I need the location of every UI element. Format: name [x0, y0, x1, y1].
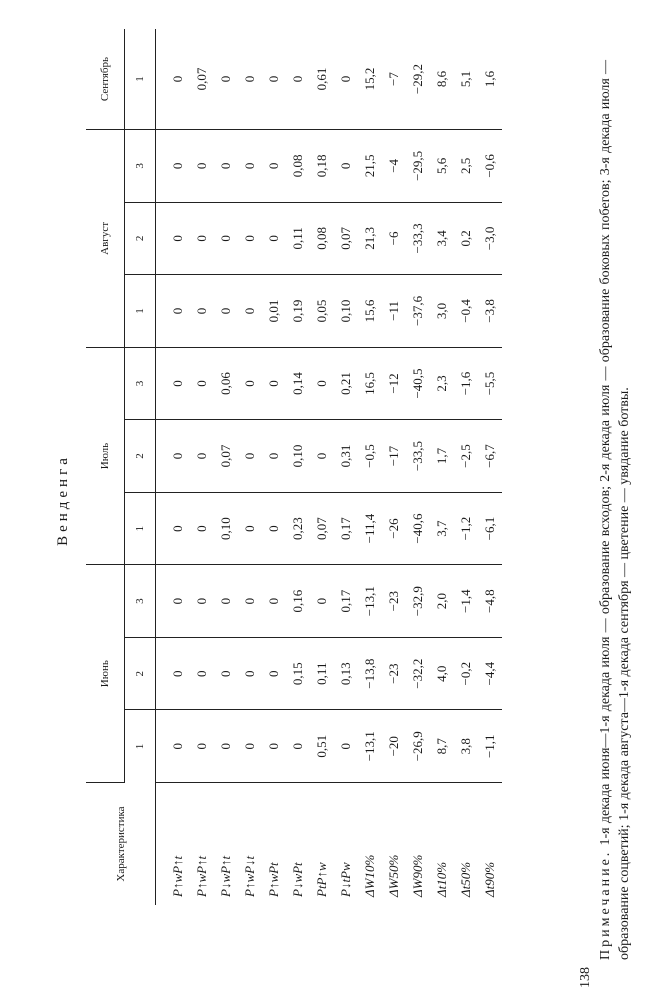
table-cell: 0,17: [334, 565, 358, 638]
characteristic-header: Характеристика: [86, 783, 156, 906]
table-cell: 21,3: [358, 202, 382, 275]
table-cell: 0: [156, 710, 191, 783]
table-row: [214, 29, 238, 905]
table-row: [478, 29, 502, 905]
table-cell: −29,2: [406, 29, 430, 130]
table-row: [286, 29, 310, 905]
row-label: P↑wP↓t: [242, 855, 257, 897]
table-cell: 0: [262, 130, 286, 203]
table-cell: 0,11: [310, 637, 334, 710]
table-cell: −5,5: [478, 347, 502, 420]
table-cell: 0,10: [214, 492, 238, 565]
table-cell: −40,6: [406, 492, 430, 565]
month-header: Июль: [86, 347, 125, 565]
table-cell: 0,61: [310, 29, 334, 130]
table-cell: −1,1: [478, 710, 502, 783]
month-header: Август: [86, 130, 125, 348]
table-row: [358, 29, 382, 905]
table-cell: 0: [286, 710, 310, 783]
table-cell: −0,6: [478, 130, 502, 203]
footnote-text: 1-я декада июня—1-я декада июля — образование всходов; 2-я декада июля — образование боковых побегов; 3-я декада июля — образование соцветий; 1-я декада августа—1-я декада сентября — цветение — увядание ботвы.: [598, 59, 632, 960]
table-cell: 0: [262, 347, 286, 420]
table-row: [262, 29, 286, 905]
table-cell: −11: [382, 275, 406, 348]
table-cell: −20: [382, 710, 406, 783]
table-row: [156, 29, 191, 905]
row-label: P↓tPw: [338, 862, 353, 897]
row-label: ΔW50%: [386, 854, 401, 897]
table-cell: 2,5: [454, 130, 478, 203]
table-cell: 0: [262, 492, 286, 565]
table-cell: −3,0: [478, 202, 502, 275]
table-cell: 15,6: [358, 275, 382, 348]
table-cell: 0,51: [310, 710, 334, 783]
table-cell: 0: [238, 710, 262, 783]
table-cell: −13,8: [358, 637, 382, 710]
table-cell: −0,5: [358, 420, 382, 493]
table-cell: 0: [190, 710, 214, 783]
table-cell: 0: [238, 275, 262, 348]
table-cell: 0: [262, 565, 286, 638]
table-cell: 0,15: [286, 637, 310, 710]
decade-header: 1: [125, 29, 156, 130]
table-cell: 0: [238, 565, 262, 638]
table-cell: 21,5: [358, 130, 382, 203]
table-cell: −23: [382, 565, 406, 638]
table-cell: 0,06: [214, 347, 238, 420]
table-cell: 0,23: [286, 492, 310, 565]
row-label: P↑wP↑t: [194, 855, 209, 897]
table-cell: 0: [262, 29, 286, 130]
table-cell: −17: [382, 420, 406, 493]
table-cell: −32,2: [406, 637, 430, 710]
table-cell: 4,0: [430, 637, 454, 710]
table-cell: 0,18: [310, 130, 334, 203]
table-cell: 0,11: [286, 202, 310, 275]
decade-header: 3: [125, 130, 156, 203]
table-cell: 5,1: [454, 29, 478, 130]
table-cell: 0,10: [286, 420, 310, 493]
table-cell: 0: [310, 347, 334, 420]
table-row: [430, 29, 454, 905]
table-cell: −6: [382, 202, 406, 275]
table-cell: 0: [190, 130, 214, 203]
table-row: [190, 29, 214, 905]
table-cell: 0: [334, 29, 358, 130]
table-cell: 0,13: [334, 637, 358, 710]
decade-header: 2: [125, 202, 156, 275]
decade-header: 1: [125, 275, 156, 348]
table-cell: −4,4: [478, 637, 502, 710]
decade-header: 1: [125, 492, 156, 565]
decade-header: 3: [125, 347, 156, 420]
decade-header: 1: [134, 743, 146, 750]
table-cell: −13,1: [358, 710, 382, 783]
table-cell: −29,5: [406, 130, 430, 203]
table-row: [310, 29, 334, 905]
row-label: ΔW10%: [362, 854, 377, 897]
table-cell: 16,5: [358, 347, 382, 420]
row-label: Δt10%: [434, 861, 449, 897]
table-cell: 0: [286, 29, 310, 130]
footnote: [596, 60, 634, 960]
month-header: Сентябрь: [86, 29, 125, 130]
table-cell: 0: [214, 565, 238, 638]
table-cell: 0: [310, 420, 334, 493]
table-cell: −0,2: [454, 637, 478, 710]
table-cell: 0,01: [262, 275, 286, 348]
table-cell: 0: [214, 202, 238, 275]
table-cell: 0: [238, 347, 262, 420]
table-cell: 0: [214, 710, 238, 783]
table-cell: 3,0: [430, 275, 454, 348]
table-cell: −1,4: [454, 565, 478, 638]
row-label: Δt90%: [482, 861, 497, 897]
page-number: 138: [578, 967, 593, 988]
table-cell: 0: [156, 275, 191, 348]
footnote-lead: Примечание.: [598, 849, 613, 960]
table-cell: 0,07: [190, 29, 214, 130]
month-header: Июнь: [86, 565, 125, 783]
table-cell: 0: [238, 420, 262, 493]
table-cell: 0: [238, 29, 262, 130]
table-cell: 2,0: [430, 565, 454, 638]
table-cell: 0: [156, 420, 191, 493]
table-cell: 0,05: [310, 275, 334, 348]
row-label: Δt50%: [458, 861, 473, 897]
table-cell: −6,1: [478, 492, 502, 565]
table-cell: 0,08: [286, 130, 310, 203]
table-cell: 0: [156, 492, 191, 565]
table-cell: −11,4: [358, 492, 382, 565]
decade-header: 2: [125, 637, 156, 710]
table-cell: 0,31: [334, 420, 358, 493]
table-cell: 0,10: [334, 275, 358, 348]
table-cell: −37,6: [406, 275, 430, 348]
table-cell: −32,9: [406, 565, 430, 638]
table-cell: 15,2: [358, 29, 382, 130]
table-cell: 0: [214, 637, 238, 710]
row-label: ΔW90%: [410, 854, 425, 897]
table-cell: 5,6: [430, 130, 454, 203]
table-cell: 0: [262, 420, 286, 493]
table-row: [454, 29, 478, 905]
table-cell: −6,7: [478, 420, 502, 493]
table-cell: 0: [156, 565, 191, 638]
table-cell: 0: [156, 29, 191, 130]
month-header-row: [86, 29, 125, 905]
table-cell: 0: [156, 202, 191, 275]
table-cell: 3,7: [430, 492, 454, 565]
table-cell: 8,6: [430, 29, 454, 130]
table-cell: 0,14: [286, 347, 310, 420]
table-row: [406, 29, 430, 905]
table-cell: −33,3: [406, 202, 430, 275]
table-cell: 0: [334, 130, 358, 203]
table-cell: −26: [382, 492, 406, 565]
table-cell: −4: [382, 130, 406, 203]
table-cell: 2,3: [430, 347, 454, 420]
decade-header: 3: [125, 565, 156, 638]
table-cell: −33,5: [406, 420, 430, 493]
table-cell: 0,16: [286, 565, 310, 638]
table-cell: 0,08: [310, 202, 334, 275]
table-cell: 0,07: [310, 492, 334, 565]
table-cell: −13,1: [358, 565, 382, 638]
data-table: [86, 29, 502, 905]
table-cell: 0: [190, 275, 214, 348]
row-label: P↑wP↑t: [170, 855, 185, 897]
table-cell: 0,07: [214, 420, 238, 493]
table-row: [238, 29, 262, 905]
table-cell: 0: [262, 202, 286, 275]
table-cell: 0: [262, 637, 286, 710]
table-cell: 0: [190, 347, 214, 420]
row-label: P↓wPt: [290, 862, 305, 897]
table-cell: −2,5: [454, 420, 478, 493]
table-cell: 0,19: [286, 275, 310, 348]
table-body: [156, 29, 503, 905]
table-cell: 0: [238, 202, 262, 275]
row-label: P↑wPt: [266, 862, 281, 897]
table-cell: 0,07: [334, 202, 358, 275]
table-cell: 0: [310, 565, 334, 638]
table-cell: 0: [238, 130, 262, 203]
table-cell: 0: [190, 492, 214, 565]
table-cell: 0: [334, 710, 358, 783]
table-cell: 0: [190, 420, 214, 493]
table-cell: 0: [190, 565, 214, 638]
table-cell: 0: [214, 29, 238, 130]
table-cell: −0,4: [454, 275, 478, 348]
table-cell: −3,8: [478, 275, 502, 348]
table-cell: −26,9: [406, 710, 430, 783]
table-cell: 0: [156, 347, 191, 420]
table-cell: 1,7: [430, 420, 454, 493]
table-cell: −7: [382, 29, 406, 130]
table-row: [382, 29, 406, 905]
table-cell: 0: [156, 130, 191, 203]
table-row: [334, 29, 358, 905]
table-cell: 0: [238, 637, 262, 710]
decade-header: 2: [125, 420, 156, 493]
table-cell: 0: [238, 492, 262, 565]
table-cell: −23: [382, 637, 406, 710]
table-cell: 3,8: [454, 710, 478, 783]
row-label: P↓wP↑t: [218, 855, 233, 897]
decade-header-row: [125, 29, 156, 905]
table-cell: −1,6: [454, 347, 478, 420]
table-cell: 0: [190, 202, 214, 275]
table-cell: −1,2: [454, 492, 478, 565]
table-cell: 0: [156, 637, 191, 710]
table-cell: 0,17: [334, 492, 358, 565]
table-cell: 8,7: [430, 710, 454, 783]
table-cell: 0: [214, 275, 238, 348]
table-cell: 3,4: [430, 202, 454, 275]
table-cell: −4,8: [478, 565, 502, 638]
table-cell: 0,2: [454, 202, 478, 275]
table-cell: −40,5: [406, 347, 430, 420]
table-cell: 0: [262, 710, 286, 783]
table-cell: 0,21: [334, 347, 358, 420]
section-title: Венденга: [55, 454, 71, 546]
table-cell: 0: [190, 637, 214, 710]
table-cell: 0: [214, 130, 238, 203]
table-cell: 1,6: [478, 29, 502, 130]
row-label: PtP↑w: [314, 862, 329, 897]
table-cell: −12: [382, 347, 406, 420]
